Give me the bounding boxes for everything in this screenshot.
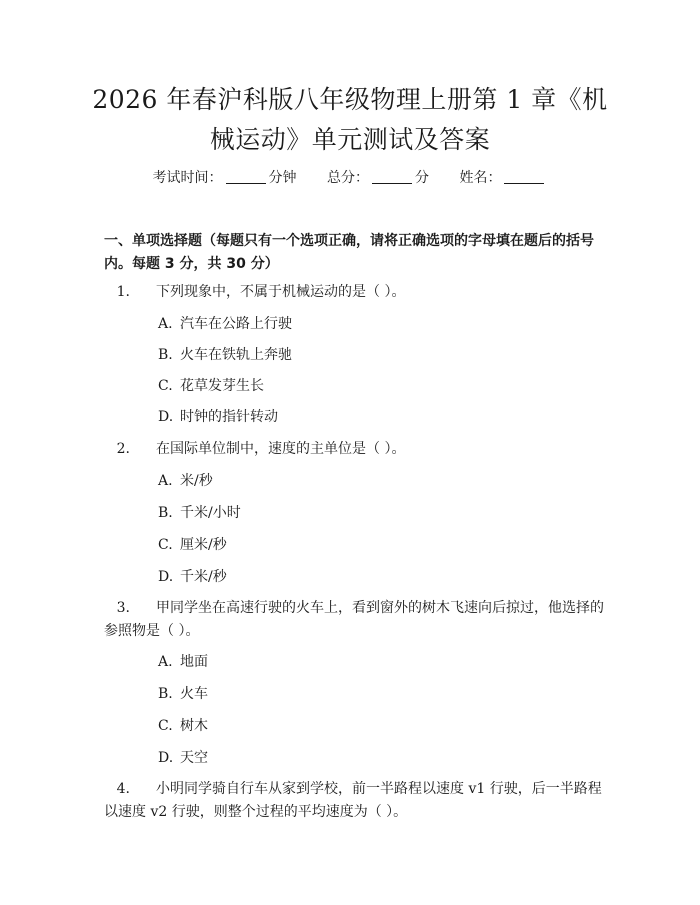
option-1d xyxy=(158,407,598,427)
title-line-1: 2026 年春沪科版八年级物理上册第 1 章《机 xyxy=(92,85,608,114)
option-1a xyxy=(158,314,598,334)
question-text-line-1: 小明同学骑自行车从家到学校，前一半路程以速度 v1 行驶，后一半路程 xyxy=(156,781,602,797)
section-heading-line-2: 内。每题 3 分，共 30 分） xyxy=(104,256,279,272)
option-text: 千米/小时 xyxy=(180,505,241,521)
question-text: 下列现象中，不属于机械运动的是（ ）。 xyxy=(156,284,406,300)
question-number: 2. xyxy=(116,441,130,457)
question-text: 在国际单位制中，速度的主单位是（ ）。 xyxy=(156,441,406,457)
option-letter: C. xyxy=(158,378,173,394)
question-4 xyxy=(104,778,604,824)
exam-time-label: 考试时间： xyxy=(152,170,223,186)
option-2c xyxy=(158,535,598,555)
option-letter: D. xyxy=(158,409,174,425)
total-score-field xyxy=(327,168,429,188)
option-text: 树木 xyxy=(180,718,208,734)
option-text: 米/秒 xyxy=(180,473,213,489)
option-letter: B. xyxy=(158,347,173,363)
question-number: 1. xyxy=(116,284,130,300)
exam-info-line xyxy=(0,168,700,188)
option-text: 汽车在公路上行驶 xyxy=(180,316,292,332)
option-text: 天空 xyxy=(180,750,208,766)
option-2a xyxy=(158,471,598,491)
question-text-line-2: 以速度 v2 行驶，则整个过程的平均速度为（ ）。 xyxy=(104,804,408,820)
option-3a xyxy=(158,652,598,672)
option-text: 时钟的指针转动 xyxy=(180,409,278,425)
option-letter: C. xyxy=(158,718,173,734)
student-name-field xyxy=(459,168,547,188)
section-heading xyxy=(104,230,604,276)
option-3c xyxy=(158,716,598,736)
option-letter: A. xyxy=(158,316,173,332)
option-2d xyxy=(158,567,598,587)
option-1c xyxy=(158,376,598,396)
section-heading-line-1: 一、单项选择题（每题只有一个选项正确，请将正确选项的字母填在题后的括号 xyxy=(104,233,594,249)
total-score-blank xyxy=(372,169,412,184)
question-3 xyxy=(104,597,604,643)
option-text: 厘米/秒 xyxy=(180,537,227,553)
student-name-label: 姓名： xyxy=(459,170,502,186)
option-letter: D. xyxy=(158,569,174,585)
option-text: 火车在铁轨上奔驰 xyxy=(180,347,292,363)
option-letter: B. xyxy=(158,686,173,702)
question-number: 3. xyxy=(116,600,130,616)
option-text: 千米/秒 xyxy=(180,569,227,585)
option-1b xyxy=(158,345,598,365)
total-score-unit: 分 xyxy=(415,170,429,186)
question-text-line-1: 甲同学坐在高速行驶的火车上，看到窗外的树木飞速向后掠过，他选择的 xyxy=(156,600,604,616)
question-1 xyxy=(104,281,604,304)
option-letter: D. xyxy=(158,750,174,766)
question-2 xyxy=(104,438,604,461)
option-2b xyxy=(158,503,598,523)
option-letter: C. xyxy=(158,537,173,553)
option-3b xyxy=(158,684,598,704)
option-text: 花草发芽生长 xyxy=(180,378,264,394)
option-text: 地面 xyxy=(180,654,208,670)
option-text: 火车 xyxy=(180,686,208,702)
total-score-label: 总分： xyxy=(327,170,369,186)
exam-time-unit: 分钟 xyxy=(268,170,297,186)
option-letter: B. xyxy=(158,505,173,521)
student-name-blank xyxy=(504,169,544,184)
question-number: 4. xyxy=(116,781,130,797)
title-line-2: 械运动》单元测试及答案 xyxy=(209,125,491,154)
exam-time-field xyxy=(153,168,297,188)
question-text-line-2: 参照物是（ ）。 xyxy=(104,623,200,639)
option-3d xyxy=(158,748,598,768)
document-title xyxy=(60,80,640,160)
option-letter: A. xyxy=(158,654,173,670)
option-letter: A. xyxy=(158,473,173,489)
exam-time-blank xyxy=(226,169,266,184)
